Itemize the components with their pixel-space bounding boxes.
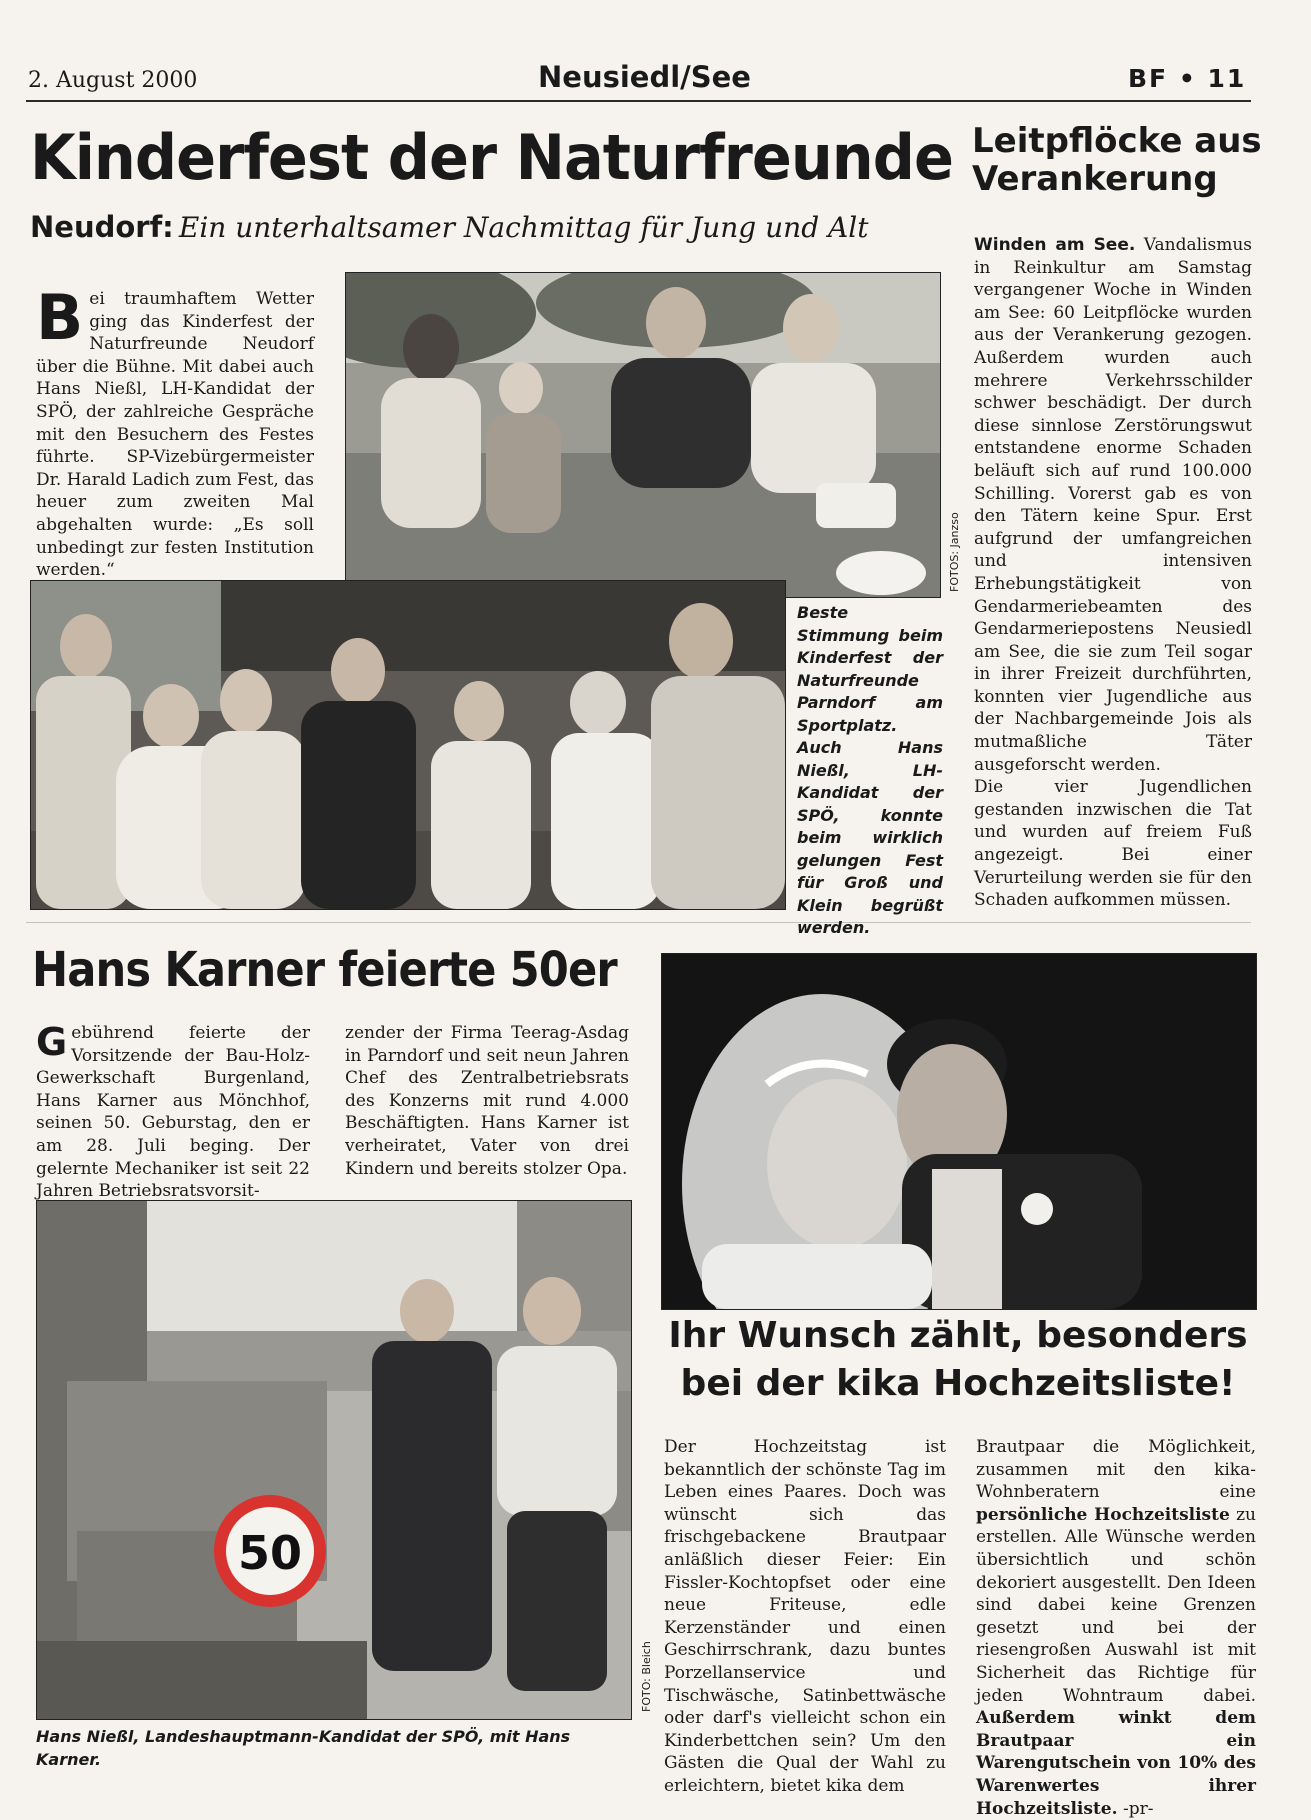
sidebar-headline: Leitpflöcke aus Verankerung (972, 121, 1262, 199)
kinderfest-kicker: Neudorf: (30, 210, 174, 244)
wedding-headline-line1: Ihr Wunsch zählt, besonders (668, 1315, 1248, 1356)
wedding-col1: Der Hochzeitstag ist bekanntlich der schönste Tag im Leben eines Paares. Doch was wünscht sich das frischgebackene Brautpaar anläßlich dieser Feier: Ein Fissler-Kochtopfset oder eine neue Friteuse, edle Kerzenständer und einen Geschirrschrank, dazu buntes Porzellanservice und Tischwäsche, Satinbettwäsche oder darf's vielleicht schon ein Kinderbettchen sein? Um den Gästen die Qual der Wahl zu erleichtern, bietet kika dem (664, 1437, 946, 1796)
speed-sign-number: 50 (237, 1526, 303, 1580)
kinderfest-photo-top (345, 272, 941, 598)
karner-headline: Hans Karner feierte 50er (32, 942, 617, 998)
wedding-col2-bold-2: Außerdem winkt dem Brautpaar ein Warengutschein von 10% des Warenwertes ihrer Hochzeitsliste. (976, 1708, 1256, 1819)
kinderfest-body-text: ei traumhaftem Wetter ging das Kinderfest der Naturfreunde Neudorf über die Bühne. Mit dabei auch Hans Nießl, LH-Kandidat der SPÖ, der zahlreiche Gespräche mit den Besuchern des Festes führte. SP-Vizebürgermeister Dr. Harald Ladich zum Fest, das heuer zum zweiten Mal abgehalten wurde: „Es soll unbedingt zur festen Institution werden.“ (36, 289, 314, 581)
sidebar-body-text-2: Die vier Jugendlichen gestanden inzwischen die Tat und wurden auf freiem Fuß angezeigt. Bei einer Verurteilung werden sie für den Schaden aufkommen müssen. (974, 777, 1252, 911)
wedding-col2-text-a: Brautpaar die Möglichkeit, zusammen mit den kika-Wohnberatern eine (976, 1437, 1256, 1503)
wedding-col2 (976, 1436, 1256, 1820)
wedding-col2-sign: -pr- (1117, 1798, 1154, 1819)
section-title: Neusiedl/See (538, 60, 751, 94)
kinderfest-caption: Beste Stimmung beim Kinderfest der Naturfreunde Parndorf am Sportplatz. Auch Hans Nießl, LH-Kandidat der SPÖ, konnte beim wirklich gelungen Fest für Groß und Klein begrüßt werden. (797, 603, 943, 937)
kinderfest-subtitle: Ein unterhaltsamer Nachmittag für Jung und Alt (178, 211, 869, 244)
kinderfest-photo-bottom (30, 580, 786, 910)
kinderfest-subline (30, 210, 868, 244)
section-divider (26, 922, 1251, 923)
sidebar-kicker: Winden am See. (974, 235, 1136, 255)
header-rule (26, 100, 1251, 102)
page-number: BF • 11 (1128, 64, 1247, 93)
kinderfest-headline: Kinderfest der Naturfreunde (30, 121, 953, 194)
karner-dropcap: G (36, 1020, 68, 1064)
photo-credit-janzso: FOTOS: Janzso (948, 512, 961, 592)
wedding-col2-bold-1: persönliche Hochzeitsliste (976, 1504, 1230, 1525)
sidebar-body-text-1: Vandalismus in Reinkultur am Samstag vergangener Woche in Winden am See: 60 Leitpflöcke wurden aus der Verankerung gezogen. Außerdem wurden auch mehrere Verkehrsschilder schwer beschädigt. Der durch diese sinnlose Zerstörungswut entstandene enorme Schaden beläuft sich auf rund 100.000 Schilling. Vorerst gab es von den Tätern keine Spur. Erst aufgrund der umfangreichen und intensiven Erhebungstätigkeit von Gendarmeriebeamten des Gendarmeriepostens Neusiedl am See, die sie zum Teil sogar in ihrer Freizeit durchführten, konnten vier Jugendliche aus der Nachbargemeinde Jois als mutmaßliche Täter ausgeforscht werden. (974, 235, 1252, 775)
wedding-col2-text-b: zu erstellen. Alle Wünsche werden übersichtlich und schön dekoriert ausgestellt. Den Ideen sind dabei keine Grenzen gesetzt und bei der riesengroßen Auswahl ist mit Sicherheit das Richtige für jeden Wohntraum dabei. (976, 1504, 1256, 1706)
karner-photo (36, 1200, 632, 1720)
wedding-headline (655, 1312, 1261, 1408)
sidebar-body (974, 234, 1252, 912)
issue-date: 2. August 2000 (28, 68, 198, 93)
photo-credit-bleich: FOTO: Bleich (640, 1641, 653, 1712)
wedding-headline-line2: bei der kika Hochzeitsliste! (680, 1363, 1236, 1404)
karner-col1 (36, 1022, 310, 1203)
kinderfest-dropcap: B (36, 281, 84, 354)
karner-caption: Hans Nießl, Landeshauptmann-Kandidat der SPÖ, mit Hans Karner. (36, 1727, 571, 1769)
wedding-photo (661, 953, 1257, 1310)
kinderfest-body (36, 281, 314, 582)
karner-col1-text: ebührend feierte der Vorsitzende der Bau-Holz-Gewerkschaft Burgenland, Hans Karner aus Mönchhof, seinen 50. Geburstag, den er am 28. Juli beging. Der gelernte Mechaniker ist seit 22 Jahren Betriebsratsvorsit- (36, 1023, 310, 1202)
karner-col2: zender der Firma Teerag-Asdag in Parndorf und seit neun Jahren Chef des Zentralbetriebsrats des Konzerns mit rund 4.000 Beschäftigten. Hans Karner ist verheiratet, Vater von drei Kindern und bereits stolzer Opa. (345, 1023, 629, 1179)
